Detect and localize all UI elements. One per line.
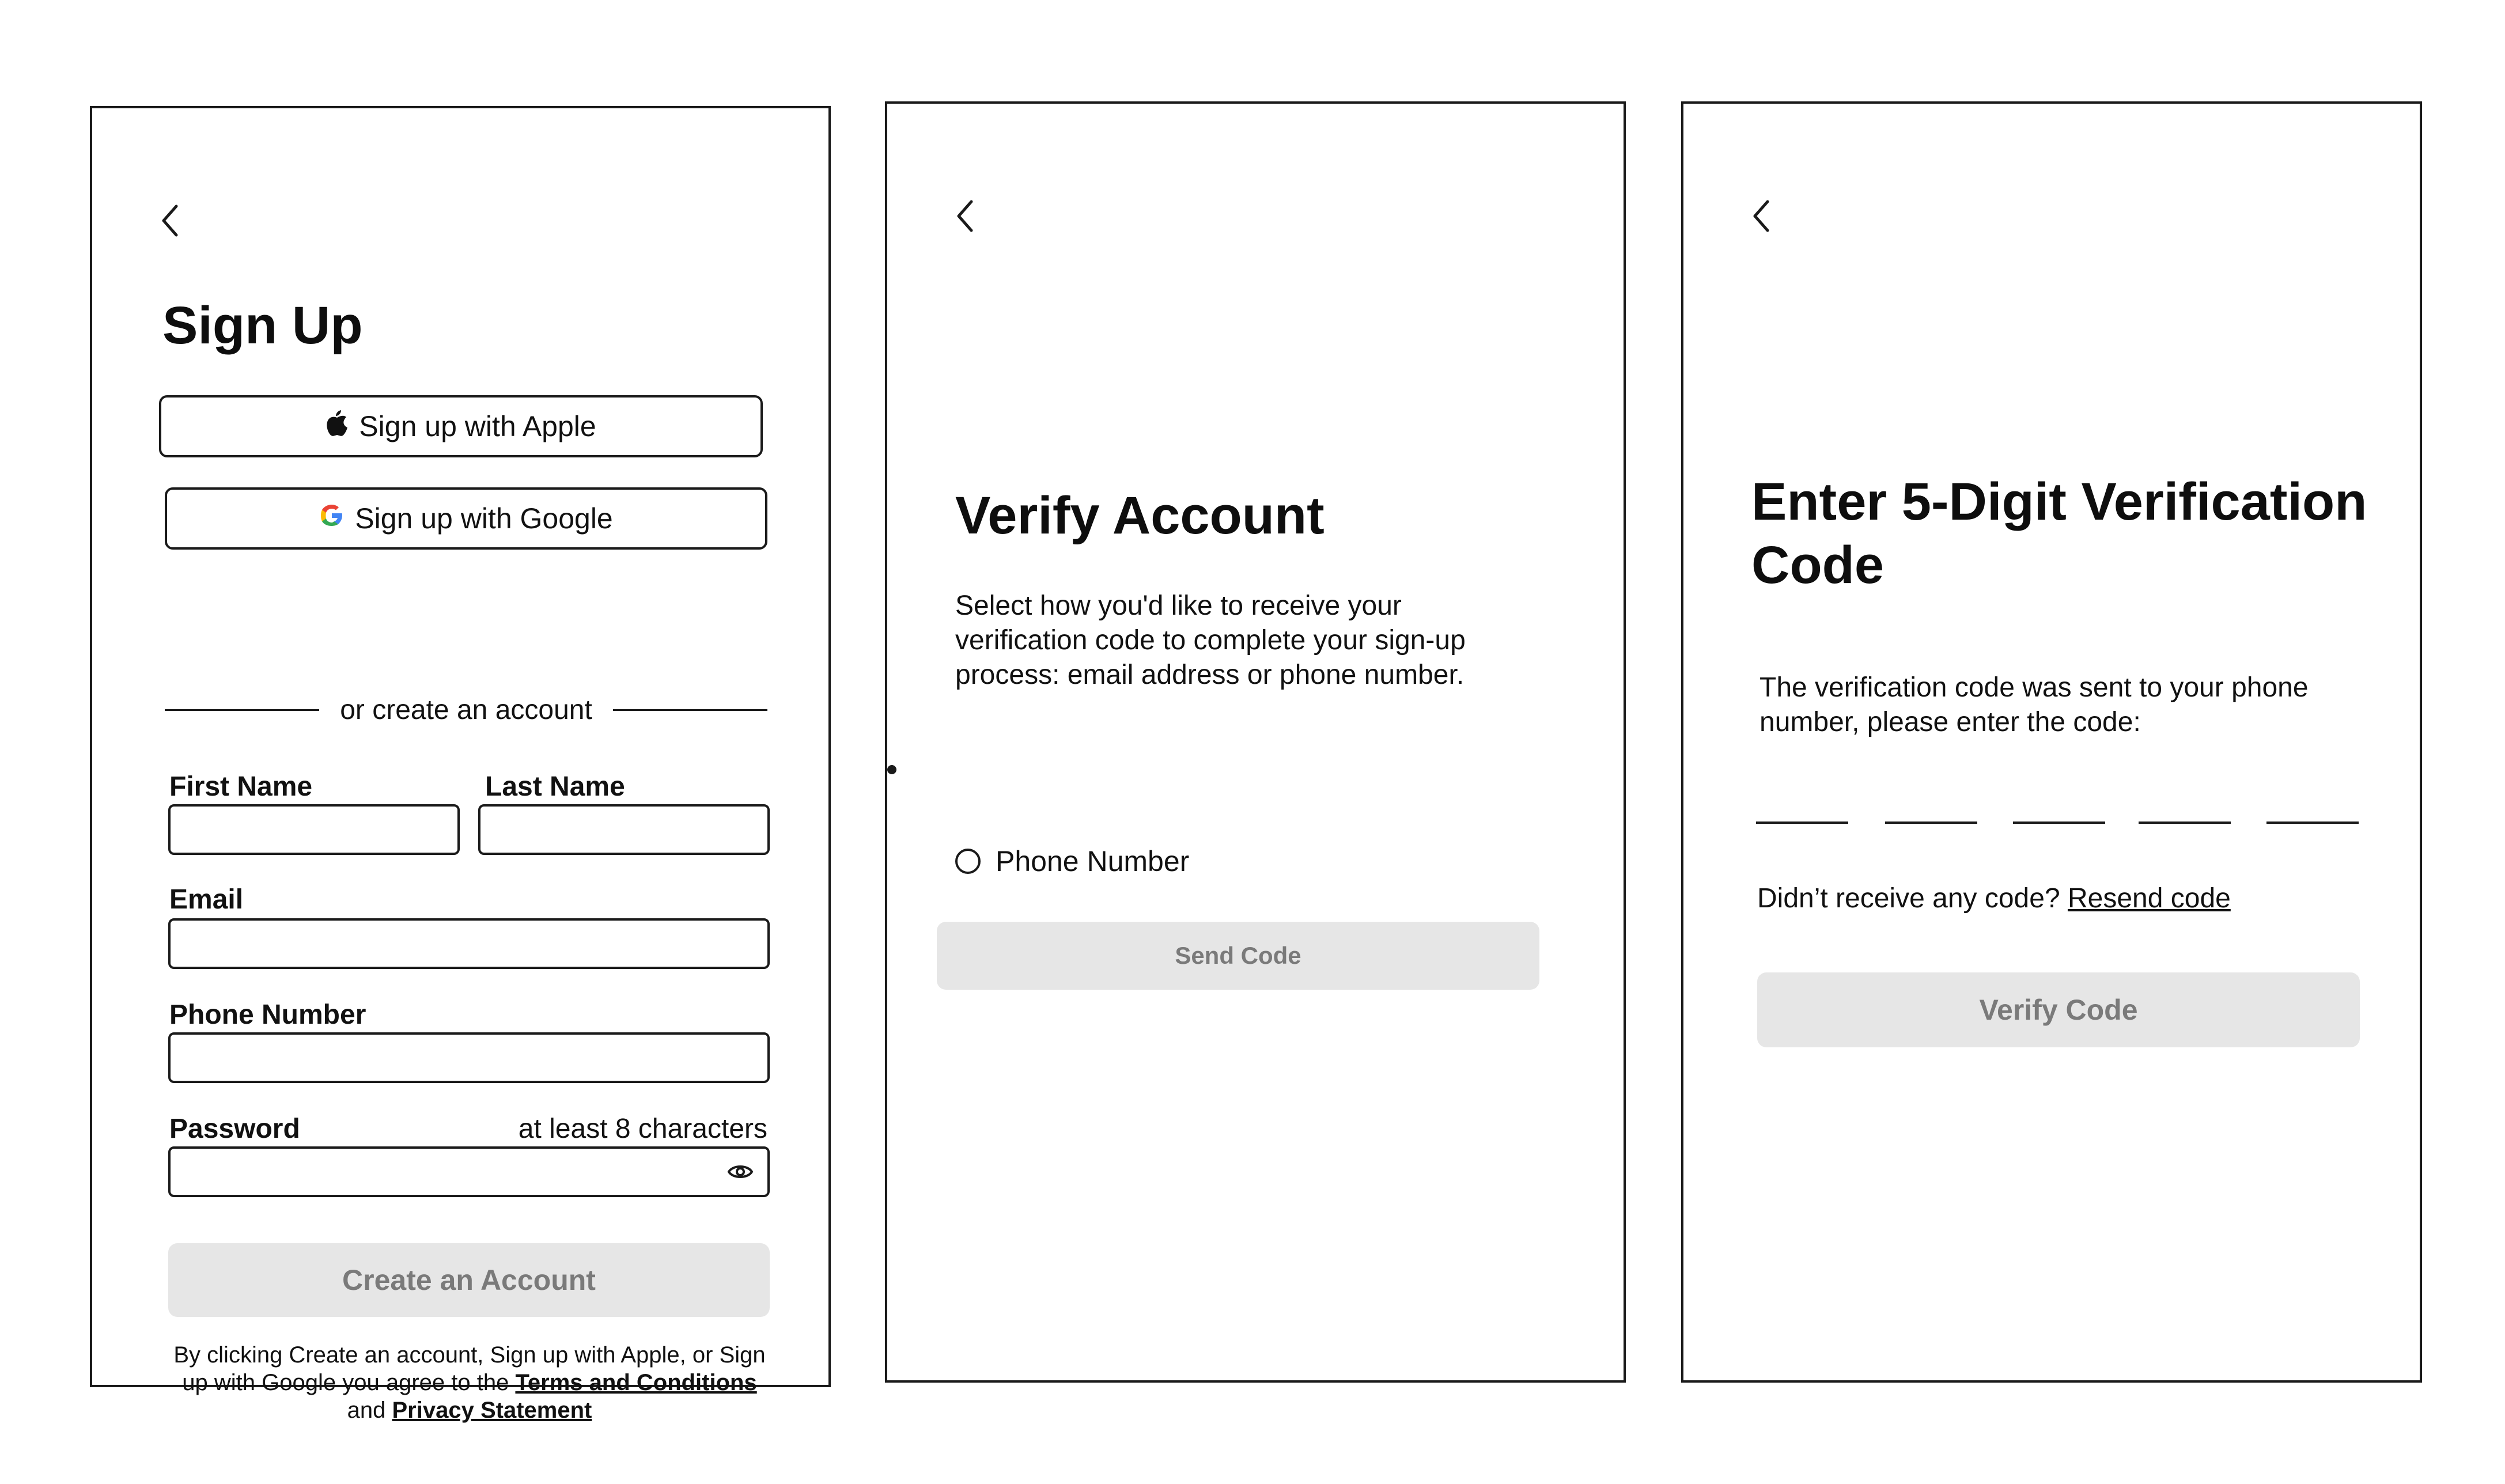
apple-button-label: Sign up with Apple [359, 410, 596, 442]
chevron-left-icon [1747, 196, 1776, 236]
google-button-label: Sign up with Google [355, 502, 613, 535]
page-title [1751, 470, 2367, 597]
password-field[interactable] [168, 1146, 770, 1197]
title-line-1: Enter 5-Digit Verification [1751, 472, 2367, 531]
connector-dot [887, 765, 896, 774]
first-name-input[interactable] [171, 807, 457, 853]
enter-code-screen [1681, 101, 2422, 1383]
signup-screen [90, 106, 831, 1423]
send-code-button[interactable]: Send Code [937, 922, 1539, 990]
resend-code-link[interactable]: Resend code [2067, 883, 2231, 914]
password-hint: at least 8 characters [518, 1114, 767, 1144]
last-name-field[interactable] [478, 804, 770, 855]
legal-text [167, 1341, 772, 1424]
verify-code-button[interactable]: Verify Code [1757, 972, 2360, 1047]
phone-input[interactable] [171, 1035, 767, 1081]
terms-link[interactable]: Terms and Conditions [515, 1370, 757, 1395]
back-button[interactable] [156, 200, 184, 241]
email-field[interactable] [168, 918, 770, 969]
code-digit-4[interactable] [2139, 822, 2231, 824]
code-digit-2[interactable] [1885, 822, 1977, 824]
legal-prefix: By clicking Create an account, Sign up with Apple, or Sign up with Google you agree to the [173, 1342, 766, 1395]
chevron-left-icon [951, 196, 979, 236]
back-button[interactable] [1747, 196, 1776, 236]
email-input[interactable] [171, 921, 767, 967]
code-description: The verification code was sent to your phone number, please enter the code: [1759, 672, 2309, 737]
eye-icon[interactable] [727, 1161, 754, 1185]
email-label: Email [169, 884, 244, 915]
verify-account-screen [885, 101, 1626, 1383]
radio-button[interactable] [955, 849, 981, 874]
privacy-link[interactable]: Privacy Statement [392, 1398, 592, 1423]
code-digit-5[interactable] [2266, 822, 2359, 824]
or-divider [165, 692, 767, 727]
radio-phone-label: Phone Number [996, 845, 1190, 877]
google-logo-icon [319, 502, 345, 535]
back-button[interactable] [951, 196, 979, 236]
divider-line-right [613, 709, 767, 711]
phone-field[interactable] [168, 1032, 770, 1083]
apple-signup-button[interactable] [159, 395, 763, 457]
title-line-2: Code [1751, 536, 1884, 595]
verify-description: Select how you'd like to receive your verification code to complete your sign-up process: email address or phone number. [955, 590, 1466, 690]
chevron-left-icon [156, 200, 184, 241]
radio-phone-option[interactable] [955, 845, 1189, 878]
legal-and: and [347, 1398, 392, 1423]
google-signup-button[interactable] [165, 487, 767, 550]
first-name-field[interactable] [168, 804, 460, 855]
page-title: Verify Account [955, 486, 1325, 545]
divider-text: or create an account [340, 694, 592, 725]
didnt-receive-text: Didn’t receive any code? [1757, 883, 2068, 914]
apple-logo-icon [326, 409, 349, 444]
page-title: Sign Up [162, 296, 363, 355]
resend-row [1757, 881, 2368, 916]
last-name-label: Last Name [485, 771, 625, 802]
password-label: Password [169, 1114, 300, 1144]
divider-line-left [165, 709, 319, 711]
create-account-button[interactable]: Create an Account [168, 1243, 770, 1317]
password-input[interactable] [171, 1149, 767, 1195]
last-name-input[interactable] [480, 807, 767, 853]
code-digit-3[interactable] [2013, 822, 2105, 824]
phone-label: Phone Number [169, 1000, 366, 1030]
first-name-label: First Name [169, 771, 313, 802]
code-digit-1[interactable] [1756, 822, 1848, 824]
